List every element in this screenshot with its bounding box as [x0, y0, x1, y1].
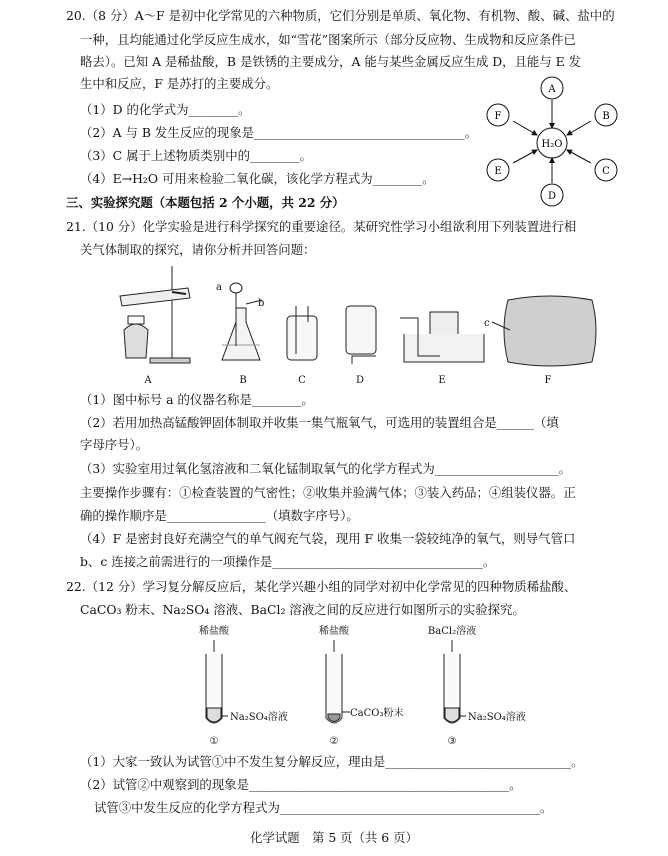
q20-line-1: 20.（8 分）A～F 是初中化学常见的六种物质，它们分别是单质、氧化物、有机物、酸、碱、盐中的: [66, 8, 615, 23]
tube-1-reagent: 稀盐酸: [199, 626, 229, 637]
diagram-node-e: E: [494, 166, 502, 177]
apparatus-label-d: D: [355, 375, 365, 386]
q22-line-2: CaCO₃ 粉末、Na₂SO₄ 溶液、BaCl₂ 溶液之间的反应进行如图所示的实验探究。: [80, 602, 525, 617]
q21-sub-4b: b、c 连接之前需进行的一项操作是__________________________________。: [80, 554, 496, 569]
diagram-center: H₂O: [541, 139, 563, 150]
q21-sub-4: （4）F 是密封良好充满空气的单气阀充气袋，现用 F 收集一袋较纯净的氧气，则导气管口: [80, 531, 576, 546]
q20-sub-3: （3）C 属于上述物质类别中的________。: [80, 148, 312, 163]
q21-sub-3c: 确的操作顺序是________________（填数字序号）。: [80, 508, 359, 523]
tube-1-number: ①: [209, 736, 219, 747]
q20-sub-4: （4）E→H₂O 可用来检验二氧化碳，该化学方程式为________。: [80, 171, 435, 186]
page-footer: 化学试题 第 5 页（共 6 页）: [250, 830, 418, 845]
apparatus-label-b: B: [239, 375, 247, 386]
tube-3-content: Na₂SO₄溶液: [468, 712, 526, 723]
q21-sub-3b: 主要操作步骤有：①检查装置的气密性；②收集并验满气体；③装入药品；④组装仪器。正: [80, 485, 576, 500]
q20-sub-2: （2）A 与 B 发生反应的现象是__________________________________。: [80, 125, 478, 140]
mark-a: a: [216, 282, 222, 293]
q21-sub-2b: 字母序号）。: [80, 437, 149, 452]
diagram-node-c: C: [602, 166, 610, 177]
q21-line-1: 21.（10 分）化学实验是进行科学探究的重要途径。某研究性学习小组欲利用下列装置进行相: [66, 219, 577, 234]
q20-line-2: 一种，且均能通过化学反应生成水，如“雪花”图案所示（部分反应物、生成物和反应条件已: [80, 32, 576, 47]
diagram-node-b: B: [602, 111, 610, 122]
tube-2-number: ②: [329, 736, 339, 747]
q21-line-2: 关气体制取的探究，请你分析并回答问题：: [80, 242, 316, 257]
apparatus-label-a: A: [144, 375, 152, 386]
diagram-node-f: F: [494, 111, 502, 122]
q22-sub-2b: 试管③中发生反应的化学方程式为__________________________________________。: [94, 800, 553, 815]
tube-3-reagent: BaCl₂溶液: [427, 626, 477, 637]
q21-sub-2: （2）若用加热高锰酸钾固体制取并收集一集气瓶氧气，可选用的装置组合是______（填: [80, 415, 559, 430]
tube-1-content: Na₂SO₄溶液: [230, 712, 288, 723]
diagram-node-d: D: [547, 191, 557, 202]
q22-line-1: 22.（12 分）学习复分解反应后，某化学兴趣小组的同学对初中化学常见的四种物质稀盐酸、: [66, 579, 577, 594]
q21-sub-3: （3）实验室用过氧化氢溶液和二氧化锰制取氧气的化学方程式为____________________。: [80, 461, 572, 476]
section-3-header: 三、实验探究题（本题包括 2 个小题，共 22 分）: [66, 195, 345, 210]
q20-sub-1: （1）D 的化学式为________。: [80, 102, 251, 117]
q20-line-4: 生中和反应，F 是苏打的主要成分。: [80, 76, 279, 91]
mark-b: b: [258, 298, 265, 309]
mark-c: c: [484, 318, 490, 329]
q22-sub-1: （1）大家一致认为试管①中不发生复分解反应，理由是______________________________。: [80, 754, 584, 769]
q20-line-3: 略去）。已知 A 是稀盐酸，B 是铁锈的主要成分，A 能与某些金属反应生成 D，且能与 E 发: [80, 54, 582, 69]
q21-sub-1: （1）图中标号 a 的仪器名称是________。: [80, 392, 314, 407]
apparatus-label-e: E: [438, 375, 446, 386]
apparatus-label-f: F: [544, 375, 552, 386]
apparatus-label-c: C: [298, 375, 306, 386]
tube-2-content: CaCO₃粉末: [350, 708, 404, 719]
tube-2-reagent: 稀盐酸: [319, 626, 349, 637]
q22-sub-2: （2）试管②中观察到的现象是__________________________________________。: [80, 777, 522, 792]
tube-3-number: ③: [447, 736, 457, 747]
diagram-node-a: A: [548, 84, 556, 95]
